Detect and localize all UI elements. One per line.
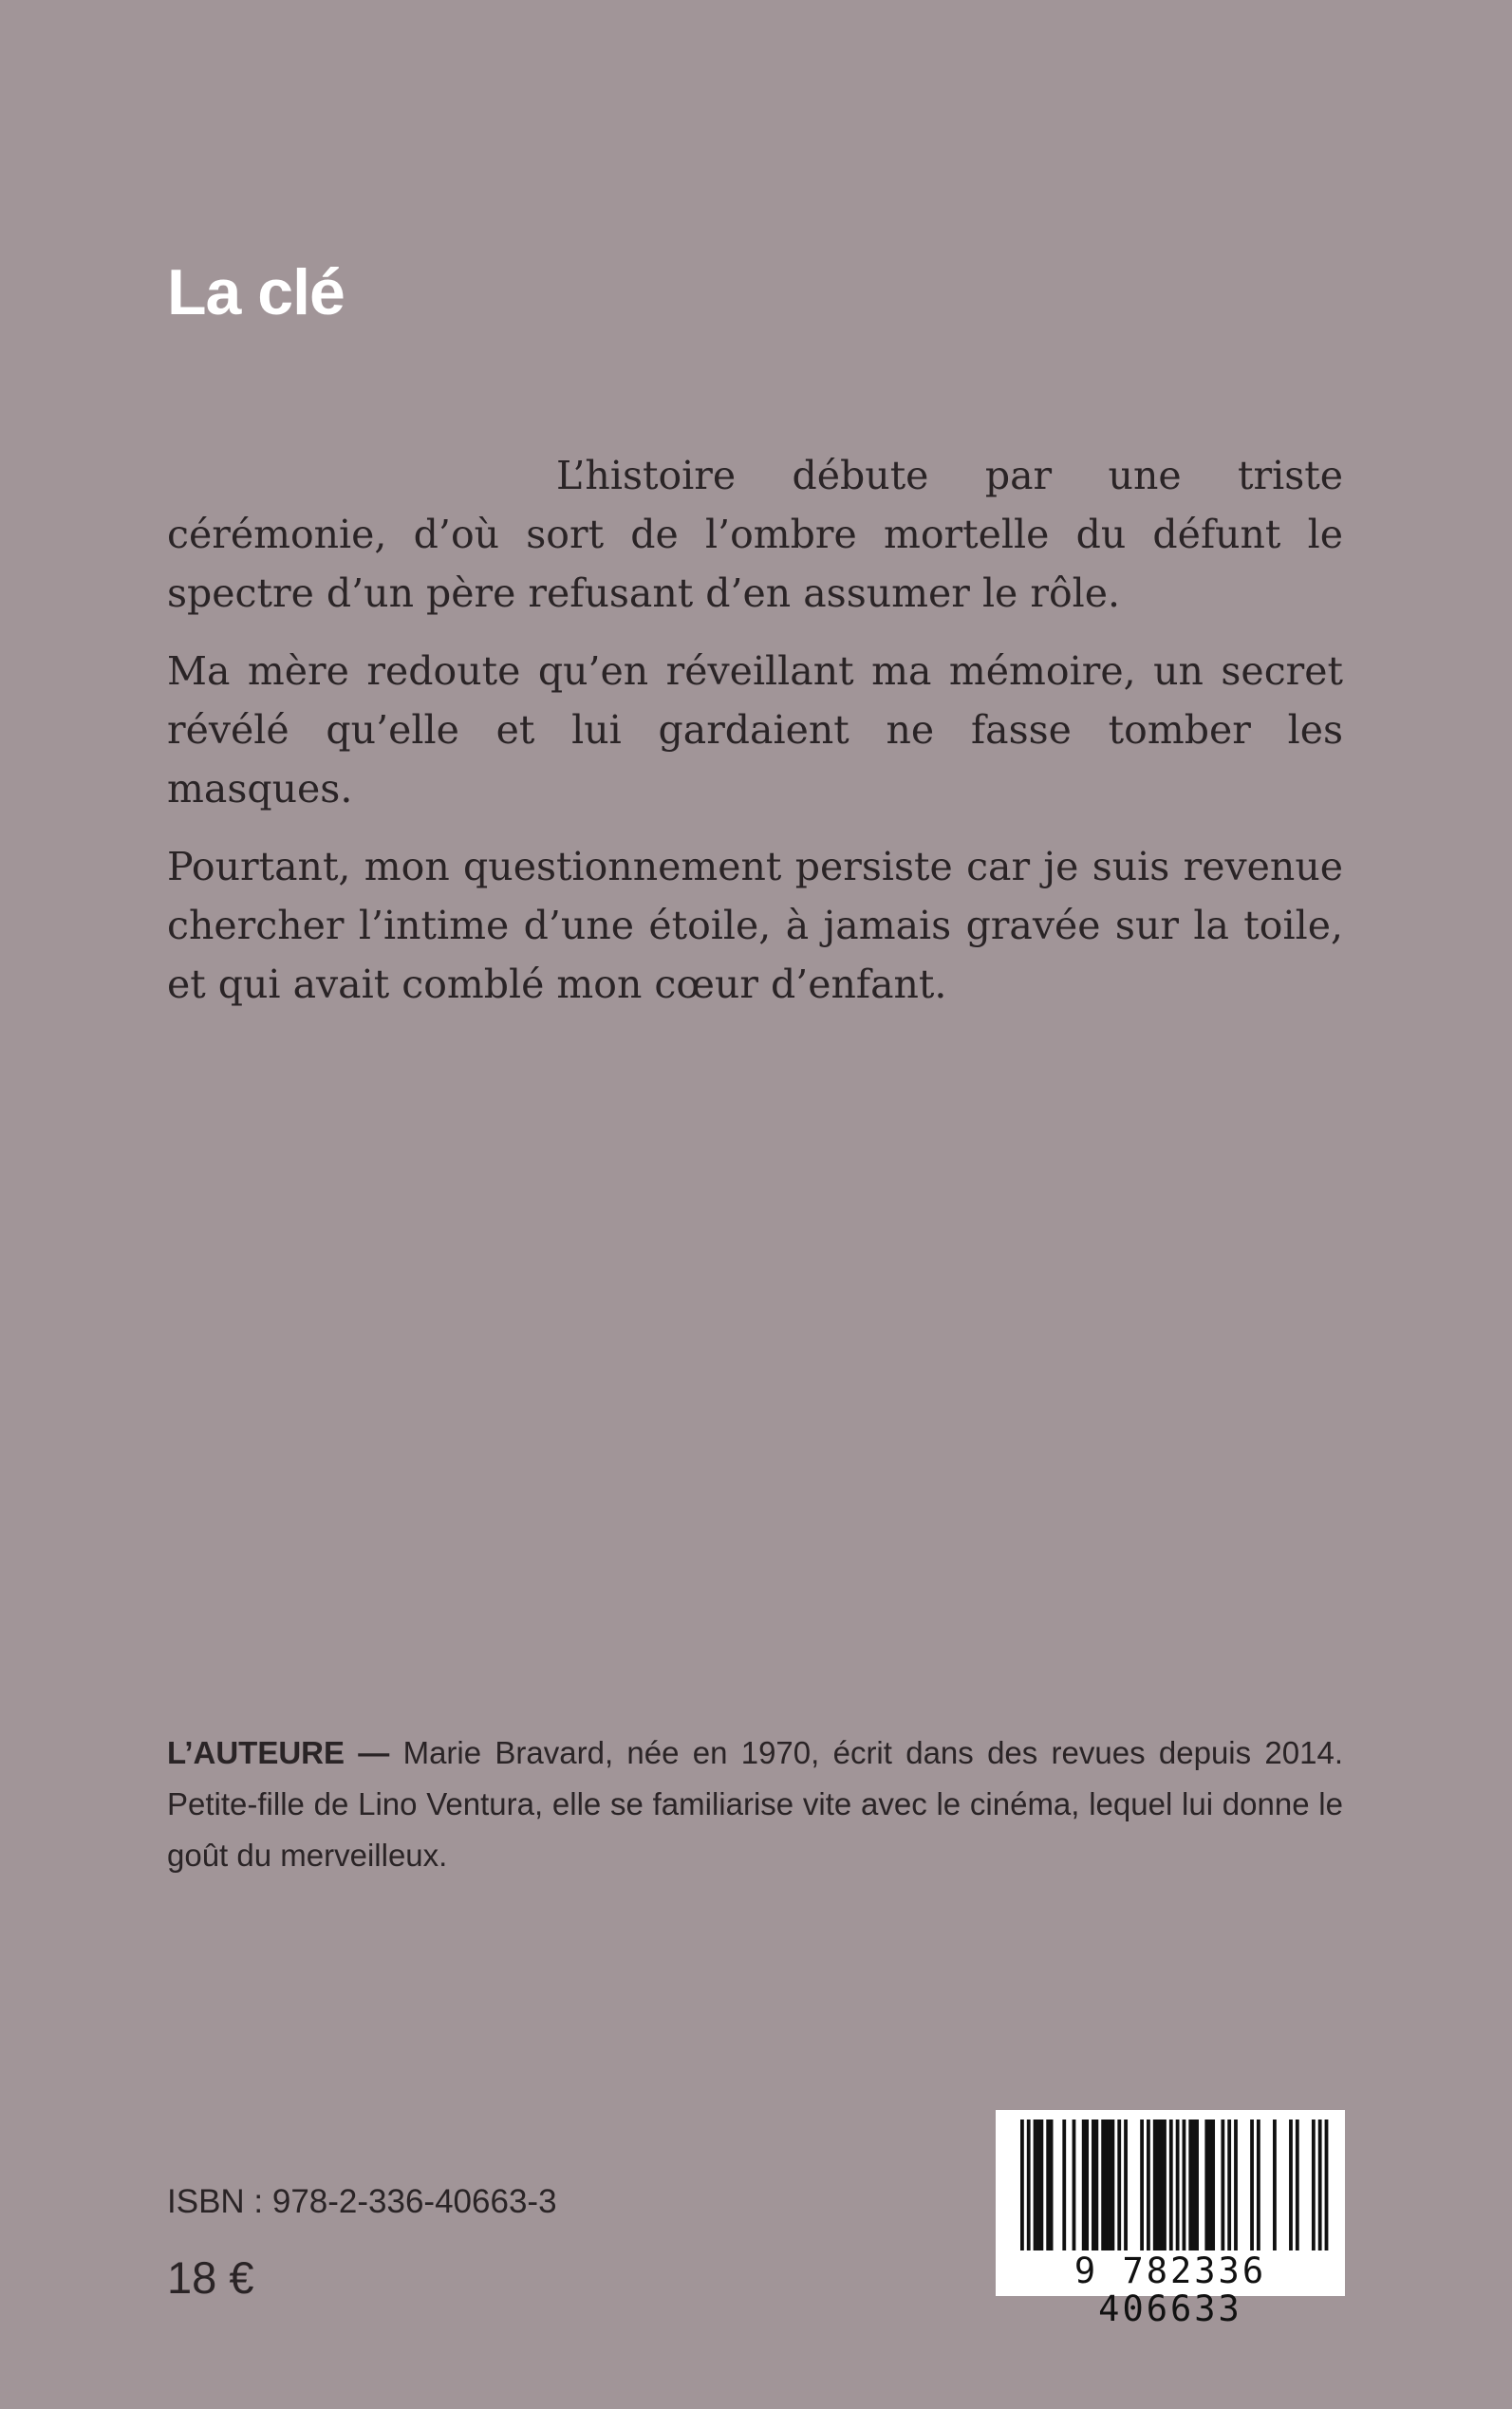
blurb-paragraph: Pourtant, mon questionnement persiste car je suis revenue chercher l’intime d’une étoile, à jamais gravée sur la toile, et qui avait comblé mon cœur d’enfant. [167,844,1343,1007]
barcode-bar [1208,2120,1212,2250]
isbn: ISBN : 978-2-336-40663-3 [167,2183,557,2220]
barcode-bar [1034,2120,1037,2250]
barcode-bar [1325,2120,1329,2250]
barcode-bar [1082,2120,1086,2250]
barcode-bar [1092,2120,1095,2250]
barcode-bar [1195,2120,1199,2250]
blurb-paragraph: Ma mère redoute qu’en réveillant ma mémoire, un secret révélé qu’elle et lui gardaient ne fasse tomber les masques. [167,648,1343,812]
barcode-bar [1105,2120,1109,2250]
back-cover-blurb [167,446,1343,1033]
blurb-paragraph: L’histoire débute par une triste cérémonie, d’où sort de l’ombre mortelle du défunt le spectre d’un père refusant d’en assumer le rôle. [167,453,1343,616]
barcode-bar [1204,2120,1208,2250]
barcode-bar [1036,2120,1040,2250]
author-bio-text: Marie Bravard, née en 1970, écrit dans des revues depuis 2014. Petite-fille de Lino Ventura, elle se familiarise vite avec le cinéma, lequel lui donne le goût du merveilleux. [167,1735,1343,1873]
barcode-bar [1289,2120,1293,2250]
barcode-bar [1296,2120,1299,2250]
barcode-bar [1050,2120,1054,2250]
barcode-bar [1085,2120,1089,2250]
author-label: L’AUTEURE — [167,1735,390,1770]
barcode-bar [1250,2120,1254,2250]
barcode-bar [1176,2120,1180,2250]
barcode-bar [1046,2120,1050,2250]
barcode-bar [1027,2120,1031,2250]
barcode-bar [1094,2120,1098,2250]
barcode [996,2110,1345,2329]
barcode-bar [1062,2120,1066,2250]
barcode-bar [1147,2120,1150,2250]
barcode-bar [1221,2120,1224,2250]
barcode-bar [1140,2120,1144,2250]
barcode-bar [1169,2120,1173,2250]
barcode-bar [1183,2120,1186,2250]
barcode-bar [1211,2120,1215,2250]
barcode-bar [1108,2120,1111,2250]
barcode-bar [1273,2120,1277,2250]
barcode-bar [1156,2120,1160,2250]
barcode-bar [1318,2120,1322,2250]
barcode-bar [1153,2120,1157,2250]
barcode-bar [1192,2120,1196,2250]
barcode-bar [1073,2120,1076,2250]
barcode-bar [1160,2120,1164,2250]
author-bio [167,1727,1343,1881]
barcode-bar [1111,2120,1114,2250]
barcode-digits: 9 782336 406633 [1073,2250,1267,2329]
barcode-bar [1101,2120,1105,2250]
barcode-bar [1039,2120,1043,2250]
barcode-bar [1163,2120,1167,2250]
barcode-bar [1227,2120,1231,2250]
barcode-bar [1124,2120,1128,2250]
barcode-bars [996,2110,1345,2252]
barcode-bar [1020,2120,1024,2250]
barcode-bar [1312,2120,1316,2250]
barcode-bar [1117,2120,1121,2250]
barcode-bar [1234,2120,1238,2250]
book-title: La clé [167,256,345,328]
price: 18 € [167,2252,254,2303]
barcode-bar [1188,2120,1192,2250]
barcode-bar [1257,2120,1260,2250]
